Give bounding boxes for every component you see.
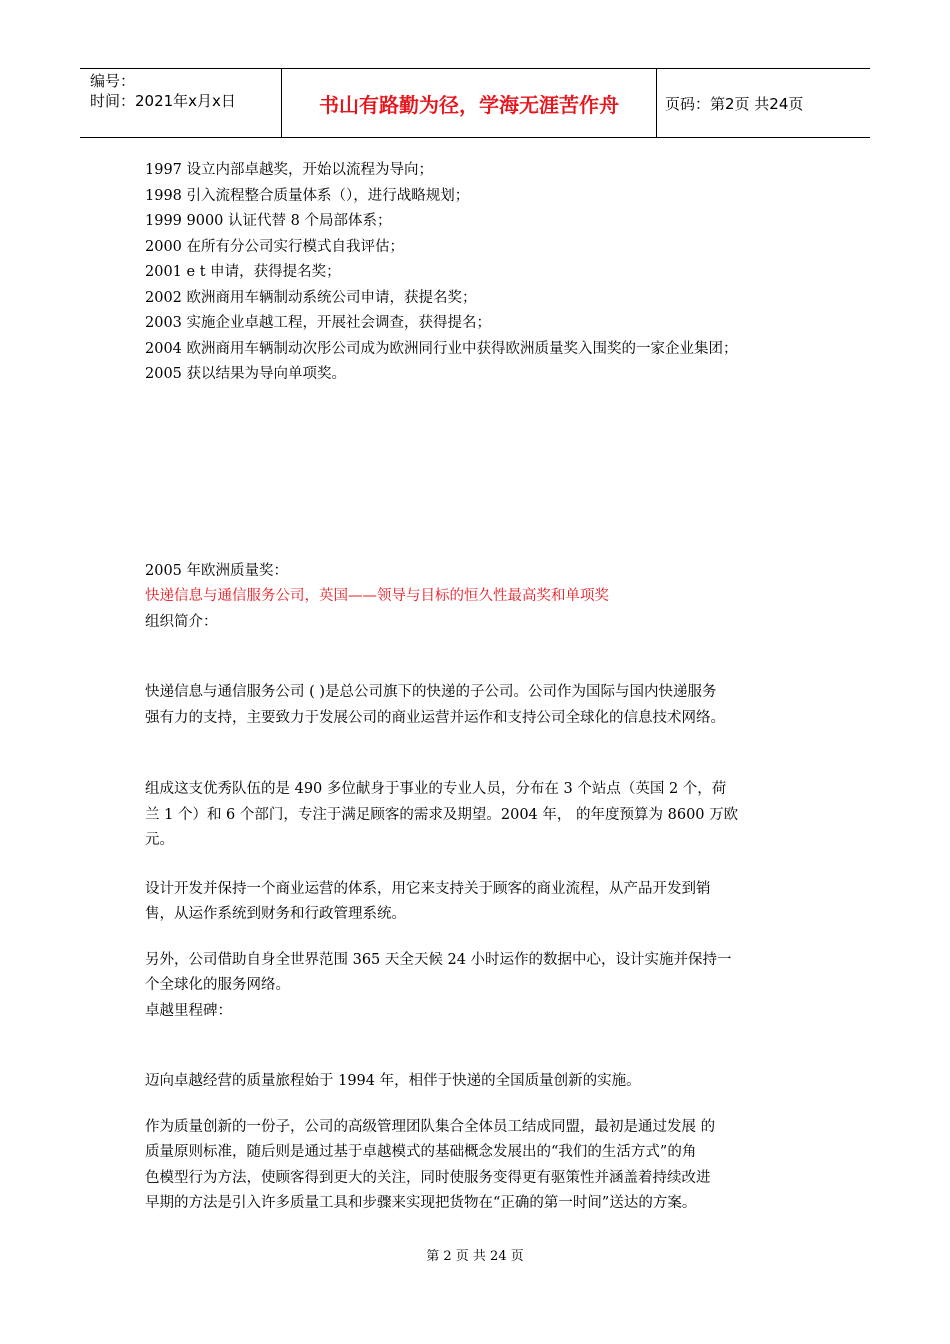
header-meta	[80, 69, 282, 137]
header-motto: 书山有路勤为径，学海无涯苦作舟	[282, 69, 657, 137]
paragraph-line: 强有力的支持，主要致力于发展公司的商业运营并运作和支持公司全球化的信息技术网络。	[145, 709, 725, 726]
timeline-item: 2002 欧洲商用车辆制动系统公司申请，获提名奖；	[145, 289, 477, 306]
paragraph-quality	[145, 1115, 815, 1217]
timeline-item: 1999 9000 认证代替 8 个局部体系；	[145, 213, 392, 229]
timeline-item: 1998 引入流程整合质量体系（），进行战略规划；	[145, 187, 470, 204]
paragraph-line: 另外，公司借助自身全世界范围 365 天全天候 24 小时运作的数据中心，设计实施并保持一	[145, 951, 732, 968]
paragraph-line: 组成这支优秀队伍的是 490 多位献身于事业的专业人员，分布在 3 个站点（英国 2 个，荷	[145, 781, 727, 797]
page-footer: 第 2 页 共 24 页	[426, 1249, 524, 1264]
paragraph-intro	[145, 680, 815, 731]
timeline-item: 1997 设立内部卓越奖，开始以流程为导向；	[145, 162, 434, 178]
paragraph-line: 设计开发并保持一个商业运营的体系，用它来支持关于顾客的商业流程，从产品开发到销	[145, 880, 711, 897]
paragraph-line: 兰 1 个）和 6 个部门，专注于满足顾客的需求及期望。2004 年， 的年度预算为 8600 万欧	[145, 806, 739, 823]
paragraph-design	[145, 877, 815, 928]
timeline-item: 2004 欧洲商用车辆制动次彤公司成为欧洲同行业中获得欧洲质量奖入围奖的一家企业集团；	[145, 340, 738, 357]
org-intro-label: 组织简介：	[145, 613, 218, 630]
timeline-item: 2003 实施企业卓越工程，开展社会调查，获得提名；	[145, 315, 492, 331]
header-page-number: 页码：第2页 共24页	[665, 94, 804, 113]
paragraph-team	[145, 777, 815, 854]
page-header	[80, 68, 870, 138]
date-label: 时间：2021年x月x日	[90, 92, 236, 110]
paragraph-line: 质量原则标准，随后则是通过基于卓越模式的基础概念发展出的“我们的生活方式”的角	[145, 1144, 697, 1160]
paragraph-line: 快递信息与通信服务公司 ( )是总公司旗下的快递的子公司。公司作为国际与国内快递服务	[145, 684, 717, 700]
milestone-label: 卓越里程碑：	[145, 1002, 232, 1019]
award-title: 快递信息与通信服务公司，英国——领导与目标的恒久性最高奖和单项奖	[145, 588, 609, 604]
award-heading: 2005 年欧洲质量奖：	[145, 562, 289, 579]
paragraph-line: 作为质量创新的一份子，公司的高级管理团队集合全体员工结成同盟，最初是通过发展 的	[145, 1118, 716, 1135]
paragraph-line: 元。	[145, 832, 174, 848]
timeline-item: 2005 获以结果为导向单项奖。	[145, 366, 347, 382]
paragraph-journey: 迈向卓越经营的质量旅程始于 1994 年，相伴于快递的全国质量创新的实施。	[145, 1073, 641, 1089]
timeline-list	[145, 158, 815, 388]
timeline-item: 2000 在所有分公司实行模式自我评估；	[145, 238, 405, 255]
paragraph-datacenter	[145, 948, 815, 999]
document-body	[145, 158, 815, 1217]
paragraph-line: 个全球化的服务网络。	[145, 977, 290, 993]
number-label: 编号：	[90, 72, 136, 90]
paragraph-line: 早期的方法是引入许多质量工具和步骤来实现把货物在“正确的第一时间”送达的方案。	[145, 1195, 697, 1211]
paragraph-line: 售，从运作系统到财务和行政管理系统。	[145, 906, 406, 922]
paragraph-line: 色模型行为方法，使顾客得到更大的关注，同时使服务变得更有驱策性并涵盖着持续改进	[145, 1169, 711, 1186]
timeline-item: 2001 e t 申请，获得提名奖；	[145, 264, 341, 280]
